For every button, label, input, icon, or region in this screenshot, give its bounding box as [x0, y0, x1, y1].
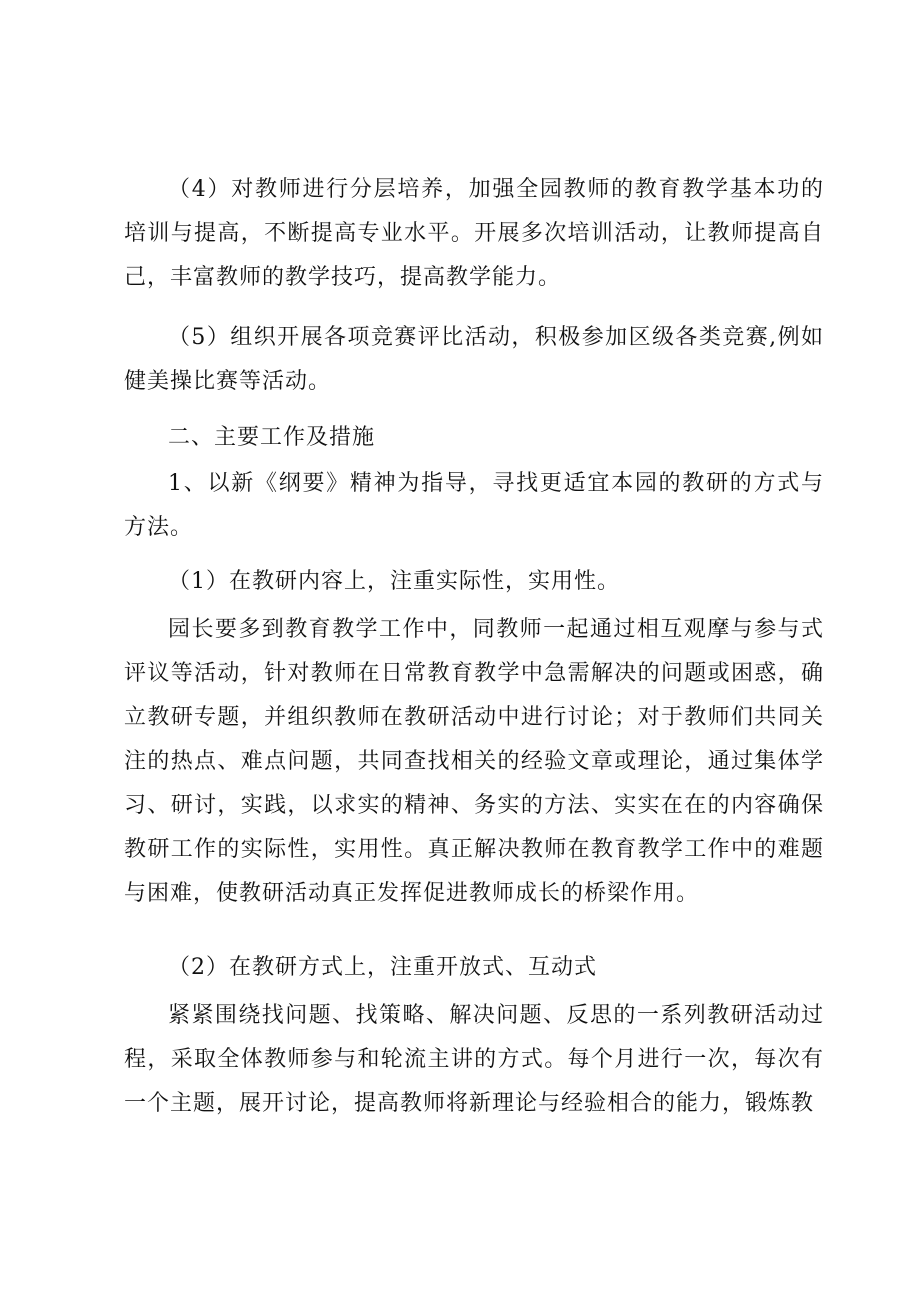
- paragraph-content-body: 园长要多到教育教学工作中，同教师一起通过相互观摩与参与式评议等活动，针对教师在日常教育教学中急需解决的问题或困惑，确立教研专题，并组织教师在教研活动中进行讨论；对于教师们共同关注的热点、难点问题，共同查找相关的经验文章或理论，通过集体学习、研讨，实践，以求实的精神、务实的方法、实实在在的内容确保教研工作的实际性，实用性。真正解决教师在教育教学工作中的难题与困难，使教研活动真正发挥促进教师成长的桥梁作用。: [124, 617, 824, 906]
- paragraph-item-5: （5）组织开展各项竞赛评比活动，积极参加区级各类竞赛,例如健美操比赛等活动。: [124, 325, 824, 394]
- paragraph-point-1: 1、以新《纲要》精神为指导，寻找更适宜本园的教研的方式与方法。: [124, 471, 824, 540]
- subheading-method: （2）在教研方式上，注重开放式、互动式: [168, 955, 597, 980]
- paragraph-method-body: 紧紧围绕找问题、找策略、解决问题、反思的一系列教研活动过程，采取全体教师参与和轮流主讲的方式。每个月进行一次，每次有一个主题，展开讨论，提高教师将新理论与经验相合的能力，锻炼教: [124, 1003, 824, 1116]
- paragraph-item-4: （4）对教师进行分层培养，加强全园教师的教育教学基本功的培训与提高，不断提高专业水平。开展多次培训活动，让教师提高自己，丰富教师的教学技巧，提高教学能力。: [124, 177, 824, 290]
- subheading-content: （1）在教研内容上，注重实际性，实用性。: [168, 569, 620, 594]
- section-heading: 二、主要工作及措施: [168, 425, 376, 450]
